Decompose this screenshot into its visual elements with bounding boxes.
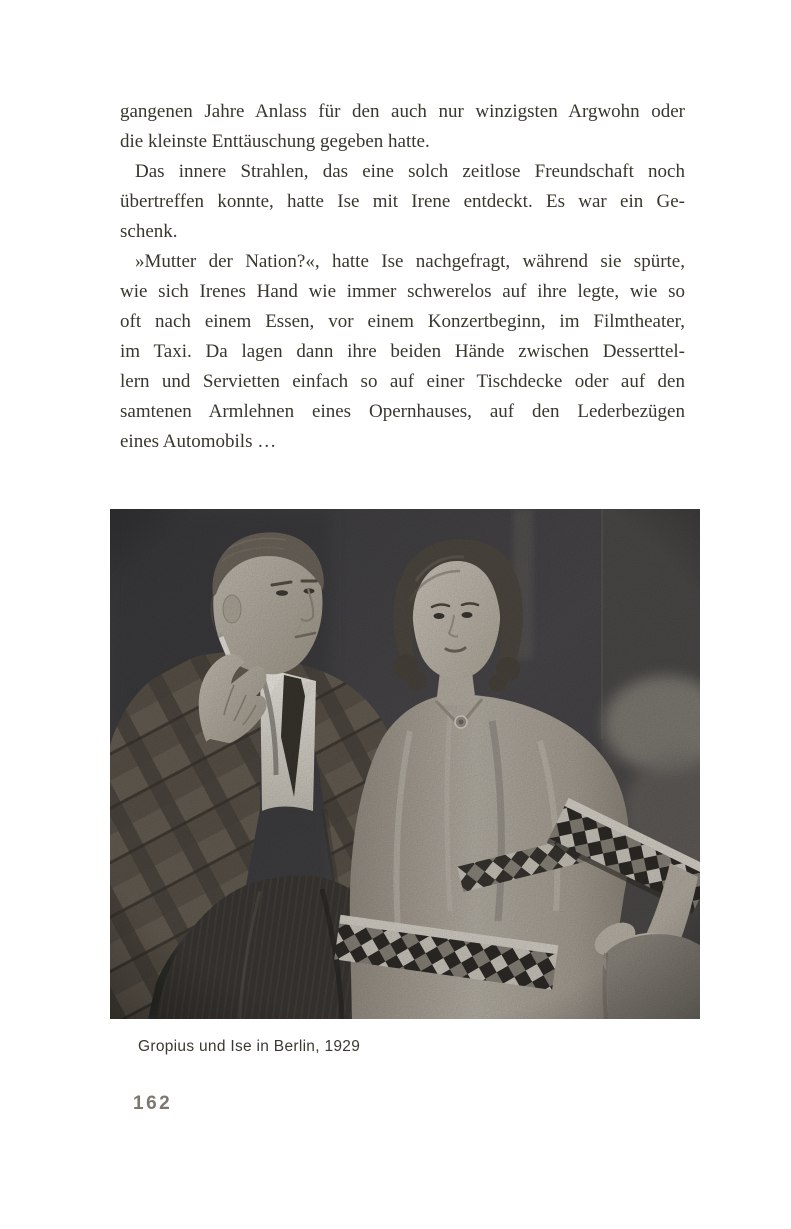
text-line: im Taxi. Da lagen dann ihre beiden Hände zwischen Desserttel- bbox=[120, 341, 685, 362]
paragraph bbox=[120, 157, 685, 247]
text-line: die kleinste Enttäuschung gegeben hatte. bbox=[120, 131, 430, 152]
text-line: lern und Servietten einfach so auf einer Tischdecke oder auf den bbox=[120, 371, 685, 392]
text-line: eines Automobils … bbox=[120, 431, 277, 452]
body-text bbox=[120, 97, 685, 457]
page-number: 162 bbox=[133, 1093, 173, 1114]
paragraph bbox=[120, 97, 685, 157]
figure bbox=[110, 509, 700, 1056]
text-line: »Mutter der Nation?«, hatte Ise nachgefragt, während sie spürte, bbox=[135, 251, 685, 272]
vignette bbox=[110, 509, 700, 1019]
text-line: übertreffen konnte, hatte Ise mit Irene entdeckt. Es war ein Ge- bbox=[120, 191, 685, 212]
text-line: Das innere Strahlen, das eine solch zeitlose Freundschaft noch bbox=[135, 161, 685, 182]
photo-gropius-ise bbox=[110, 509, 700, 1019]
paragraph bbox=[120, 247, 685, 457]
text-line: gangenen Jahre Anlass für den auch nur winzigsten Argwohn oder bbox=[120, 101, 685, 122]
text-line: oft nach einem Essen, vor einem Konzertbeginn, im Filmtheater, bbox=[120, 311, 685, 332]
photo-illustration bbox=[110, 509, 700, 1019]
text-line: wie sich Irenes Hand wie immer schwerelos auf ihre legte, wie so bbox=[120, 281, 685, 302]
text-line: schenk. bbox=[120, 221, 178, 242]
text-line: samtenen Armlehnen eines Opernhauses, auf den Lederbezügen bbox=[120, 401, 685, 422]
photo-caption: Gropius und Ise in Berlin, 1929 bbox=[138, 1038, 361, 1055]
